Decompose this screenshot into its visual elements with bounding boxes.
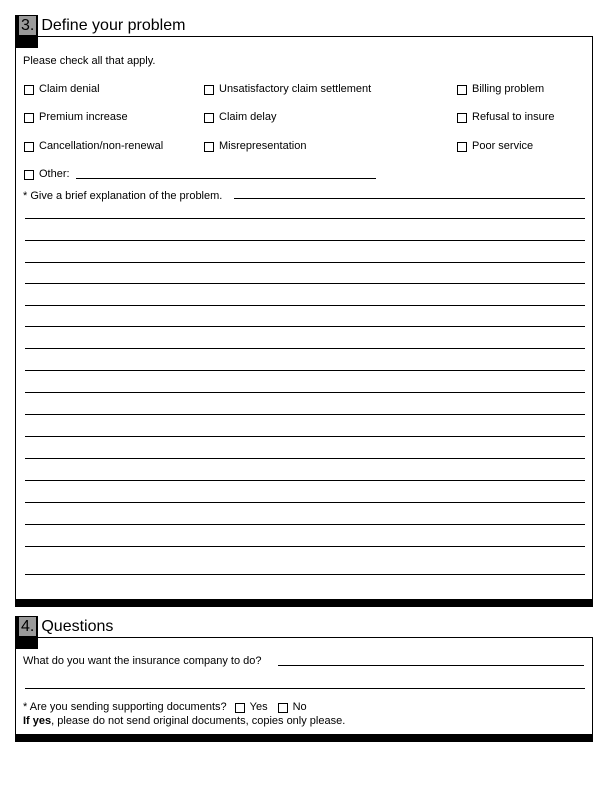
option-label: Other:	[39, 168, 70, 180]
option-label: Claim denial	[39, 83, 100, 95]
option-claim-delay[interactable]	[204, 111, 276, 124]
explain-line[interactable]	[25, 283, 585, 284]
other-write-in-line[interactable]	[76, 178, 376, 179]
answer-line[interactable]	[278, 665, 584, 666]
explain-line[interactable]	[25, 348, 585, 349]
section-3-number: 3.	[21, 17, 35, 34]
explain-line[interactable]	[25, 414, 585, 415]
section-4-number: 4.	[21, 618, 35, 635]
option-label: Premium increase	[39, 111, 128, 123]
question-what-to-do: What do you want the insurance company to do?	[23, 655, 262, 667]
explain-line[interactable]	[25, 370, 585, 371]
option-label: Poor service	[472, 140, 534, 152]
explain-line[interactable]	[25, 392, 585, 393]
option-billing-problem[interactable]	[457, 83, 544, 96]
explain-line[interactable]	[234, 198, 585, 199]
checkbox[interactable]	[204, 113, 214, 123]
option-label: Refusal to insure	[472, 111, 555, 123]
explain-prompt: * Give a brief explanation of the problem.	[23, 190, 223, 202]
option-label: Claim delay	[219, 111, 277, 123]
option-refusal-to-insure[interactable]	[457, 111, 555, 124]
section-4-number-badge	[15, 616, 38, 638]
explain-line[interactable]	[25, 546, 585, 547]
supporting-docs-note	[23, 715, 345, 728]
checkbox[interactable]	[204, 85, 214, 95]
checkbox[interactable]	[24, 142, 34, 152]
section-4-header	[15, 616, 113, 638]
section-3-bottom-bar	[15, 599, 593, 607]
checkbox[interactable]	[457, 113, 467, 123]
explain-line[interactable]	[25, 326, 585, 327]
checkbox[interactable]	[24, 85, 34, 95]
option-misrepresentation[interactable]	[204, 140, 306, 153]
checkbox[interactable]	[457, 142, 467, 152]
explain-line[interactable]	[25, 240, 585, 241]
section-3-number-badge	[15, 15, 38, 37]
option-unsatisfactory-settlement[interactable]	[204, 83, 371, 96]
no-label: No	[292, 701, 307, 713]
checkbox[interactable]	[457, 85, 467, 95]
note-text: , please do not send original documents, copies only please.	[51, 715, 346, 727]
explain-line[interactable]	[25, 436, 585, 437]
checkbox[interactable]	[204, 142, 214, 152]
explain-line[interactable]	[25, 262, 585, 263]
checkbox[interactable]	[24, 170, 34, 180]
option-claim-denial[interactable]	[24, 83, 100, 96]
option-cancellation[interactable]	[24, 140, 163, 153]
check-instruction: Please check all that apply.	[23, 55, 156, 67]
option-poor-service[interactable]	[457, 140, 533, 153]
note-bold: If yes	[23, 715, 52, 727]
explain-line[interactable]	[25, 524, 585, 525]
option-label: Cancellation/non-renewal	[39, 140, 164, 152]
question-text: * Are you sending supporting documents?	[23, 701, 227, 713]
checkbox[interactable]	[24, 113, 34, 123]
explain-line[interactable]	[25, 480, 585, 481]
option-premium-increase[interactable]	[24, 111, 128, 124]
explain-line[interactable]	[25, 218, 585, 219]
explain-line[interactable]	[25, 574, 585, 575]
explain-line[interactable]	[25, 305, 585, 306]
option-label: Billing problem	[472, 83, 545, 95]
yes-label: Yes	[249, 701, 268, 713]
no-checkbox[interactable]	[278, 703, 288, 713]
explain-line[interactable]	[25, 458, 585, 459]
section-3-title: Define your problem	[41, 17, 186, 34]
section-4-title: Questions	[41, 618, 114, 635]
question-supporting-docs	[23, 701, 307, 714]
option-label: Misrepresentation	[219, 140, 307, 152]
option-label: Unsatisfactory claim settlement	[219, 83, 372, 95]
section-4-bottom-bar	[15, 734, 593, 742]
answer-line[interactable]	[25, 688, 585, 689]
explain-line[interactable]	[25, 502, 585, 503]
yes-checkbox[interactable]	[235, 703, 245, 713]
option-other[interactable]	[24, 168, 70, 181]
section-3-header	[15, 15, 185, 37]
